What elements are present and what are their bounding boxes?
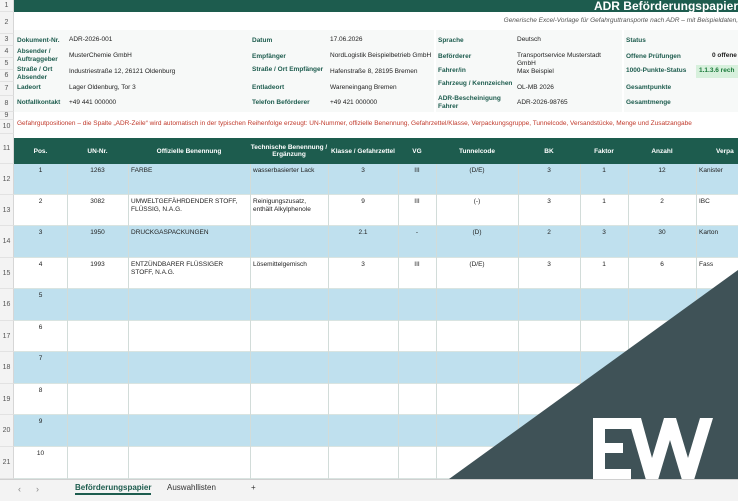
info-label: Dokument-Nr. (17, 37, 60, 44)
row-header[interactable]: 5 (0, 58, 14, 70)
table-cell-name[interactable]: UMWELTGEFÄHRDENDER STOFF, FLÜSSIG, N.A.G. (131, 198, 238, 213)
info-label: Gesamtpunkte (626, 84, 672, 91)
column-header[interactable]: Pos. (33, 147, 48, 155)
column-header[interactable]: VG (412, 147, 422, 155)
info-value[interactable]: +49 441 000000 (69, 99, 117, 106)
row-header[interactable]: 11 (0, 134, 14, 164)
info-value[interactable]: Hafenstraße 8, 28195 Bremen (330, 68, 418, 75)
table-cell-pos[interactable]: 5 (38, 292, 43, 299)
table-cell-pos[interactable]: 6 (38, 324, 43, 331)
row-header[interactable]: 13 (0, 195, 14, 226)
column-header[interactable]: Technische Benennung / Ergänzung (250, 144, 328, 158)
row-header[interactable]: 6 (0, 70, 14, 82)
table-cell-anzahl[interactable]: 30 (658, 229, 666, 236)
info-label: Status (626, 37, 646, 44)
table-cell-pos[interactable]: 3 (38, 229, 43, 236)
page-title: ADR Beförderungspapier (593, 0, 738, 13)
info-value[interactable]: ADR-2026-98765 (517, 99, 568, 106)
table-cell-faktor[interactable]: 1 (602, 167, 606, 174)
info-value[interactable]: 0 offene (712, 52, 737, 59)
column-header[interactable]: Klasse / Gefahrzettel (331, 147, 395, 155)
row-header[interactable]: 12 (0, 164, 14, 195)
table-cell-faktor[interactable]: 1 (602, 261, 606, 268)
table-cell-un[interactable]: 1263 (90, 167, 105, 174)
info-label: Offene Prüfungen (626, 53, 681, 60)
row-header[interactable]: 16 (0, 289, 14, 321)
info-value[interactable]: Industriestraße 12, 26121 Oldenburg (69, 68, 176, 75)
info-label: Beförderer (438, 53, 472, 60)
table-cell-vg[interactable]: III (414, 167, 420, 174)
table-cell-bk[interactable]: 2 (547, 229, 551, 236)
table-cell-un[interactable]: 3082 (90, 198, 105, 205)
table-cell-klasse[interactable]: 2.1 (358, 229, 368, 236)
table-cell-tech[interactable]: Lösemittelgemisch (253, 261, 307, 268)
table-cell-vg[interactable]: - (415, 229, 419, 236)
add-sheet-button[interactable]: + (251, 483, 256, 492)
table-cell-bk[interactable]: 3 (547, 198, 551, 205)
row-header[interactable]: 14 (0, 226, 14, 258)
table-cell-verp[interactable]: IBC (699, 198, 710, 205)
table-cell-tunnel[interactable]: (-) (473, 198, 481, 205)
row-header[interactable]: 3 (0, 34, 14, 46)
table-cell-anzahl[interactable]: 6 (660, 261, 664, 268)
table-cell-pos[interactable]: 2 (38, 198, 43, 205)
table-cell-klasse[interactable]: 3 (361, 261, 365, 268)
sheet-prev-button[interactable]: ‹ (18, 484, 21, 494)
info-label: Datum (252, 37, 273, 44)
info-value[interactable]: +49 421 000000 (330, 99, 378, 106)
row-header[interactable]: 21 (0, 447, 14, 479)
table-cell-name[interactable]: DRUCKGASPACKUNGEN (131, 229, 209, 236)
info-label: Straße / Ort Empfänger (252, 66, 324, 73)
info-label: Empfänger (252, 53, 286, 60)
table-cell-faktor[interactable]: 1 (602, 198, 606, 205)
row-header[interactable]: 7 (0, 82, 14, 96)
row-header[interactable]: 18 (0, 352, 14, 384)
column-header[interactable]: Tunnelcode (459, 147, 495, 155)
table-cell-faktor[interactable]: 3 (602, 229, 606, 236)
table-cell-vg[interactable]: III (414, 261, 420, 268)
table-cell-tunnel[interactable]: (D/E) (469, 167, 485, 174)
row-header[interactable]: 1 (0, 0, 14, 12)
table-cell-pos[interactable]: 1 (38, 167, 43, 174)
column-header[interactable]: UN-Nr. (87, 147, 108, 155)
table-cell-tech[interactable]: Reinigungszusatz, enthält Alkylphenole (253, 198, 311, 213)
table-cell-tunnel[interactable]: (D) (472, 229, 482, 236)
info-label: Entladeort (252, 84, 285, 91)
row-header[interactable]: 20 (0, 415, 14, 447)
table-cell-pos[interactable]: 7 (38, 355, 43, 362)
info-value[interactable]: MusterChemie GmbH (69, 52, 132, 59)
info-value[interactable]: Max Beispiel (517, 68, 554, 75)
tab-auswahllisten[interactable]: Auswahllisten (167, 483, 216, 492)
sheet-tab-bar (0, 479, 738, 501)
table-cell-tunnel[interactable]: (D/E) (469, 261, 485, 268)
info-label: Fahrer/in (438, 67, 466, 74)
table-cell-tech[interactable]: wasserbasierter Lack (253, 167, 315, 174)
info-label: Ladeort (17, 84, 41, 91)
info-value[interactable]: Wareneingang Bremen (330, 84, 397, 91)
info-value[interactable]: OL-MB 2026 (517, 84, 554, 91)
tab-befoerderungspapier[interactable]: Beförderungspapier (75, 483, 151, 495)
column-header[interactable]: Verpa (716, 147, 734, 155)
sheet-next-button[interactable]: › (36, 484, 39, 494)
table-cell-klasse[interactable]: 3 (361, 167, 365, 174)
row-header[interactable]: 2 (0, 12, 14, 34)
info-label: ADR-Bescheinigung Fahrer (438, 95, 501, 110)
row-header[interactable]: 10 (0, 120, 14, 134)
status-badge-text: 1.1.3.6 rech (699, 67, 735, 74)
table-cell-pos[interactable]: 9 (38, 418, 43, 425)
table-cell-anzahl[interactable]: 2 (660, 198, 664, 205)
table-cell-bk[interactable]: 3 (547, 261, 551, 268)
row-header[interactable]: 19 (0, 384, 14, 415)
info-label: Sprache (438, 37, 464, 44)
row-header[interactable]: 8 (0, 96, 14, 112)
info-label: Notfallkontakt (17, 99, 61, 106)
column-header[interactable]: BK (544, 147, 554, 155)
table-note: Gefahrgutpositionen – die Spalte „ADR-Zeile“ wird automatisch in der typischen Reihenfolge erzeugt: UN-Nummer, offizielle Benennung, Gefahrzettel/Klasse, Verpackungsgruppe, Tunnelcode, Versandstücke, Menge und Zusatzangabe (17, 120, 692, 127)
table-cell-verp[interactable]: Fass (699, 261, 714, 268)
info-label: Straße / Ort Absender (17, 66, 53, 81)
info-label: Telefon Beförderer (252, 99, 310, 106)
row-header[interactable]: 17 (0, 321, 14, 352)
row-header[interactable]: 9 (0, 112, 14, 120)
column-header[interactable]: Anzahl (651, 147, 673, 155)
column-header[interactable]: Faktor (594, 147, 614, 155)
table-cell-pos[interactable]: 10 (36, 450, 45, 457)
table-cell-klasse[interactable]: 9 (361, 198, 365, 205)
row-header[interactable]: 4 (0, 46, 14, 58)
table-cell-un[interactable]: 1993 (90, 261, 105, 268)
table-cell-verp[interactable]: Karton (699, 229, 719, 236)
info-label: Gesamtmenge (626, 99, 671, 106)
table-cell-name[interactable]: FARBE (131, 167, 153, 174)
table-cell-vg[interactable]: III (414, 198, 420, 205)
info-value[interactable]: Deutsch (517, 36, 541, 43)
table-cell-anzahl[interactable]: 12 (658, 167, 666, 174)
column-header[interactable]: Offizielle Benennung (156, 147, 222, 155)
table-cell-bk[interactable]: 3 (547, 167, 551, 174)
row-header[interactable]: 15 (0, 258, 14, 289)
info-label: Absender / Auftraggeber (17, 48, 58, 63)
subtitle: Generische Excel-Vorlage für Gefahrguttransporte nach ADR – mit Beispieldaten, (503, 17, 738, 24)
info-label: 1000-Punkte-Status (626, 67, 687, 74)
table-cell-name[interactable]: ENTZÜNDBARER FLÜSSIGER STOFF, N.A.G. (131, 261, 224, 276)
table-cell-pos[interactable]: 4 (38, 261, 43, 268)
info-value[interactable]: ADR-2026-001 (69, 36, 113, 43)
info-value[interactable]: Lager Oldenburg, Tor 3 (69, 84, 136, 91)
info-value[interactable]: NordLogistik Beispielbetrieb GmbH (330, 52, 432, 59)
info-label: Fahrzeug / Kennzeichen (438, 80, 513, 87)
info-value[interactable]: 17.06.2026 (330, 36, 363, 43)
table-cell-pos[interactable]: 8 (38, 387, 43, 394)
table-cell-verp[interactable]: Kanister (699, 167, 723, 174)
info-value[interactable]: Transportservice Musterstadt GmbH (517, 52, 601, 67)
table-cell-un[interactable]: 1950 (90, 229, 105, 236)
